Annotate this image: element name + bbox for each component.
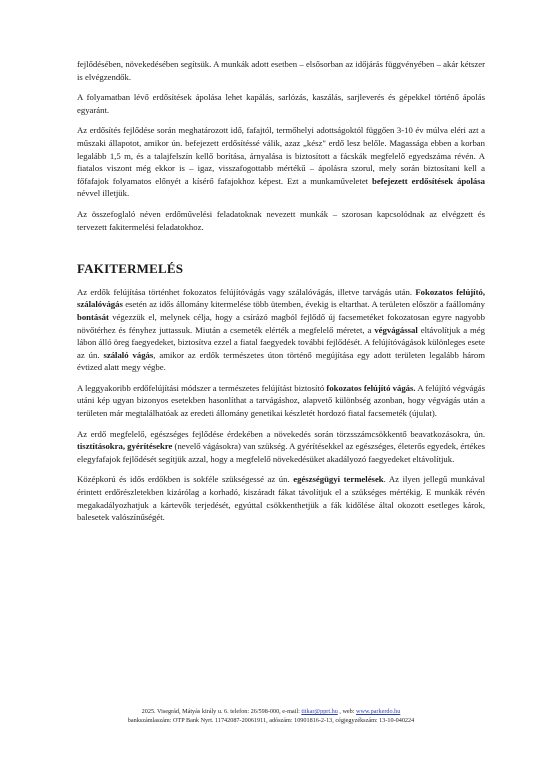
bold-term: bontását bbox=[77, 311, 109, 322]
bold-term: Fokozatos felújító, szálalóvágás bbox=[77, 286, 485, 310]
paragraph-completed-afforestation: Az erdősítés fejlődése során meghatározott idő, fafajtól, termőhelyi adottságoktól függően 3-10 év múlva eléri azt a műszaki állapotot, amikor ún. befejezett erdősítéssé válik, azaz „kész" erdő lesz belőle. Magassága ebben a korban legalább 1,5 m, és a talajfelszín kellő borítása, árnyalása is biztosított a fácskák megfelelő egyedszáma révén. A fiatalos viszont még ekkor is – igaz, visszafogottabb mértékű – ápolásra szorul, mely során biztosítani kell a főfafajok folyamatos előnyét a kísérő fafajokhoz képest. Ezt a munkaműveletet befejezett erdősítések ápolása névvel illetjük. bbox=[77, 125, 485, 199]
paragraph-care-methods: A folyamatban lévő erdősítések ápolása lehet kapálás, sarlózás, kaszálás, sarjleverés és gépekkel történő ápolás egyaránt. bbox=[77, 92, 485, 115]
paragraph-regeneration-methods: Az erdők felújítása történhet fokozatos felújítóvágás vagy szálalóvágás, illetve tarvágás után. Fokozatos felújító, szálalóvágás esetén az idős állomány kitermelése több ütemben, évekig is eltarthat. A területen először a faállomány bontását végezzük el, melynek célja, hogy a csírázó magból fejlődő új facsemetéket fokozatosan egyre nagyobb növőtérhez és fényhez juttassuk. Miután a csemeték elérték a megfelelő méretet, a végvágással eltávolítjuk a még lábon álló öreg faegyedeket, biztosítva ezzel a fiatal faegyedek további fejlődését. A felújítóvágások különleges esete az ún. szálaló vágás, amikor az erdők természetes úton történő megújítása egy adott területen legalább három évtized alatt megy végbe. bbox=[77, 286, 485, 373]
section-heading: FAKITERMELÉS bbox=[77, 261, 184, 277]
document-body bbox=[77, 58, 485, 532]
bold-term: fokozatos felújító vágás. bbox=[326, 382, 416, 393]
paragraph-summary: Az összefoglaló néven erdőművelési feladatoknak nevezett munkák – szorosan kapcsolódnak az elvégzett és tervezett fakitermelési feladatokhoz. bbox=[77, 208, 485, 232]
paragraph-sanitary-felling: Középkorú és idős erdőkben is sokféle szükségessé az ún. egészségügyi termelések. Az ilyen jellegű munkával érintett erdőrészletekben kizárólag a korhadó, kiszáradt fákat távolítjuk el a szükséges mértékig. E munkák révén megakadályozhatjuk a kártevők terjedését, egyúttal csökkenthetjük a fák kidőlése által okozott esetleges károk, balesetek valószínűségét. bbox=[77, 474, 486, 523]
paragraph-intro-continuation: fejlődésében, növekedésében segítsük. A munkák adott esetben – elsősorban az időjárás függvényében – akár kétszer is elvégzendők. bbox=[77, 59, 485, 82]
footer-contact-line: 2025. Visegrád, Mátyás király u. 6. telefon: 26/598-000, e-mail: titkar@pprt.hu , web: www.parkerdo.hu bbox=[141, 708, 401, 715]
paragraph-thinning: Az erdő megfelelő, egészséges fejlődése érdekében a növekedés során törzsszámcsökkentő beavatkozásokra, ún. tisztításokra, gyérítésekre (nevelő vágásokra) van szükség. A gyérítésekkel az egészséges, életerős egyedek, értékes elegyfafajok fejlődését segítjük azzal, hogy a megfelelő növekedésüket akadályozó faegyedeket eltávolítjuk. bbox=[77, 428, 485, 464]
bold-term: szálaló vágás bbox=[103, 349, 154, 360]
bold-term: befejezett erdősítések ápolása bbox=[372, 175, 485, 186]
website-link[interactable]: www.parkerdo.hu bbox=[356, 708, 401, 715]
bold-term: egészségügyi termelések bbox=[293, 474, 384, 485]
page-footer bbox=[60, 707, 482, 725]
paragraph-common-method: A leggyakoribb erdőfelújítási módszer a természetes felújítást biztosító fokozatos felújító vágás. A felújító végvágás utáni kép ugyan bizonyos esetekben hasonlíthat a tarvágáshoz, alapvető különbség azonban, hogy végvágás után a területen már megtalálhatóak az eredeti állomány genetikai készletét hordozó fiatal facsemeték (újulat). bbox=[77, 382, 485, 419]
bold-term: tisztításokra, gyérítésekre bbox=[77, 441, 173, 452]
email-link[interactable]: titkar@pprt.hu bbox=[301, 708, 338, 715]
footer-bank-line: bankszámlaszám: OTP Bank Nyrt. 11742087-20061911, adószám: 10901816-2-13, cégjegyzékszám: 13-10-040224 bbox=[127, 717, 415, 724]
bold-term: végvágással bbox=[374, 324, 418, 335]
